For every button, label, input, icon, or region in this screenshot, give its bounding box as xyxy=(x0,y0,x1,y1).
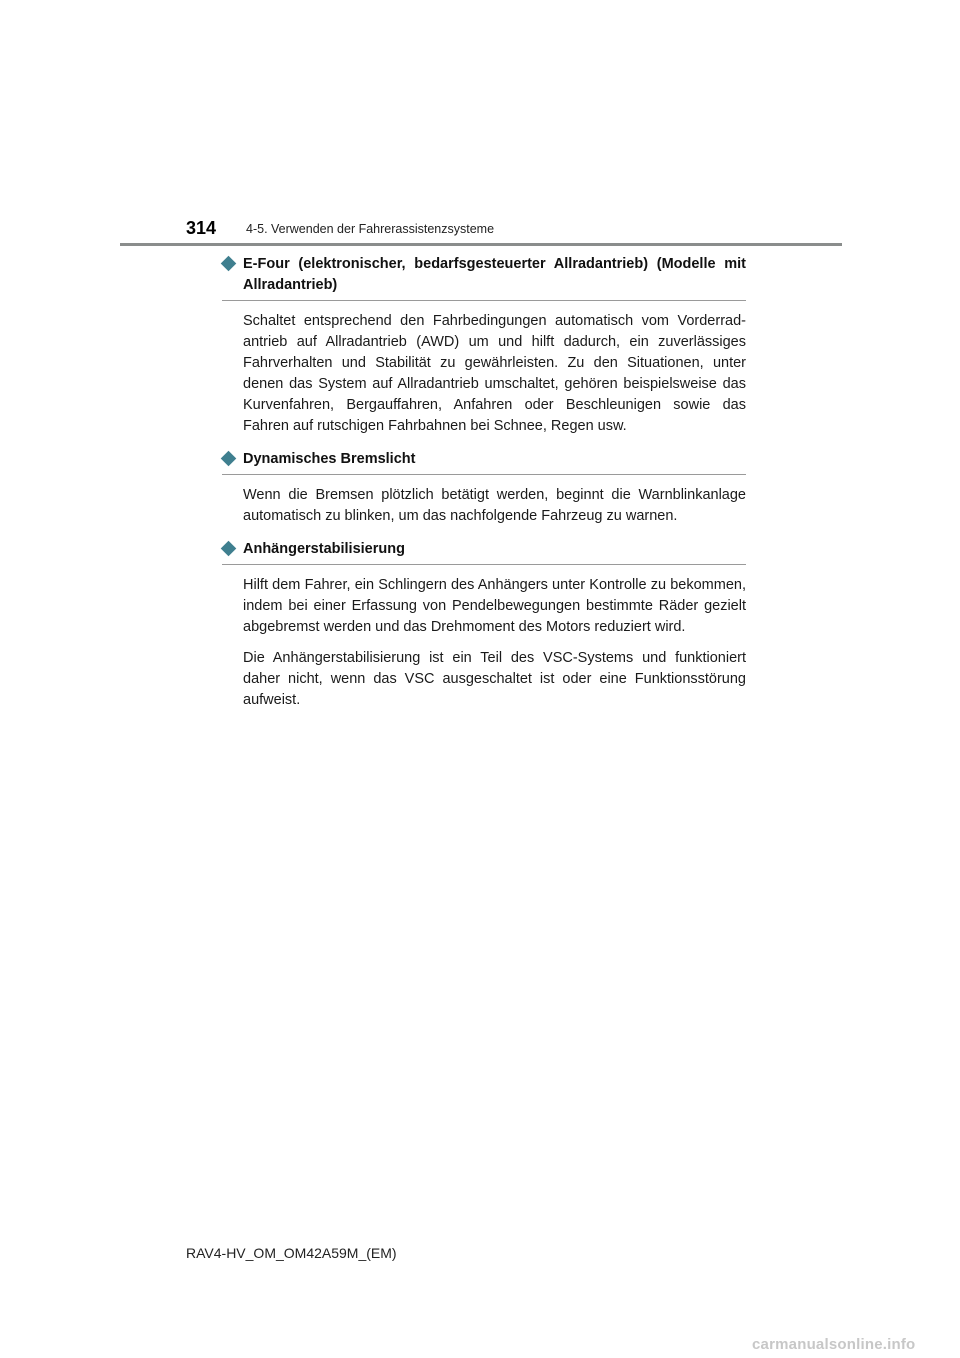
section-e-four xyxy=(222,254,746,437)
paragraph: Die Anhängerstabilisierung ist ein Teil des VSC-Systems und funktioniert daher nicht, wenn das VSC ausgeschaltet ist oder eine Funktionsstörung aufweist. xyxy=(243,650,746,708)
section-heading-text: E-Four (elektronischer, bedarfsgesteuerter Allradantrieb) (Modelle mit Allradantrieb) xyxy=(243,256,746,293)
paragraph: Hilft dem Fahrer, ein Schlingern des Anhängers unter Kontrolle zu bekommen, indem bei einer Erfassung von Pendelbewegungen bestimmte Räder gezielt abgebremst werden und das Drehmoment des Motors reduziert wird. xyxy=(243,577,746,635)
section-trailer-stability xyxy=(222,539,746,711)
section-heading-text: Dynamisches Bremslicht xyxy=(243,451,416,467)
section-heading-text: Anhängerstabilisierung xyxy=(243,541,405,557)
page-header xyxy=(0,0,960,250)
section-heading xyxy=(222,449,746,475)
header-divider xyxy=(120,243,842,246)
diamond-bullet-icon xyxy=(221,256,237,272)
page-number: 314 xyxy=(186,218,217,238)
diamond-bullet-icon xyxy=(221,451,237,467)
paragraph: Schaltet entsprechend den Fahrbedingungen automatisch vom Vorderradantrieb auf Allradantrieb (AWD) um und hilft dadurch, ein zuverlässiges Fahrverhalten und Stabilität zu gewährleisten. Zu den Situationen, unter denen das System auf Allradantrieb umschaltet, gehören beispielsweise das Kurvenfahren, Bergauffahren, Anfahren oder Beschleunigen sowie das Fahren auf rutschigen Fahrbahnen bei Schnee, Regen usw. xyxy=(243,313,746,434)
main-content xyxy=(222,254,746,711)
section-dynamic-brake-light xyxy=(222,449,746,527)
watermark: carmanualsonline.info xyxy=(752,1336,916,1353)
section-heading xyxy=(222,539,746,565)
section-heading xyxy=(222,254,746,301)
paragraph: Wenn die Bremsen plötzlich betätigt werden, beginnt die Warnblinkanlage automatisch zu blinken, um das nachfolgende Fahrzeug zu warnen. xyxy=(243,487,746,524)
document-code: RAV4-HV_OM_OM42A59M_(EM) xyxy=(186,1245,397,1261)
diamond-bullet-icon xyxy=(221,541,237,557)
section-title: 4-5. Verwenden der Fahrerassistenzsysteme xyxy=(246,222,495,236)
